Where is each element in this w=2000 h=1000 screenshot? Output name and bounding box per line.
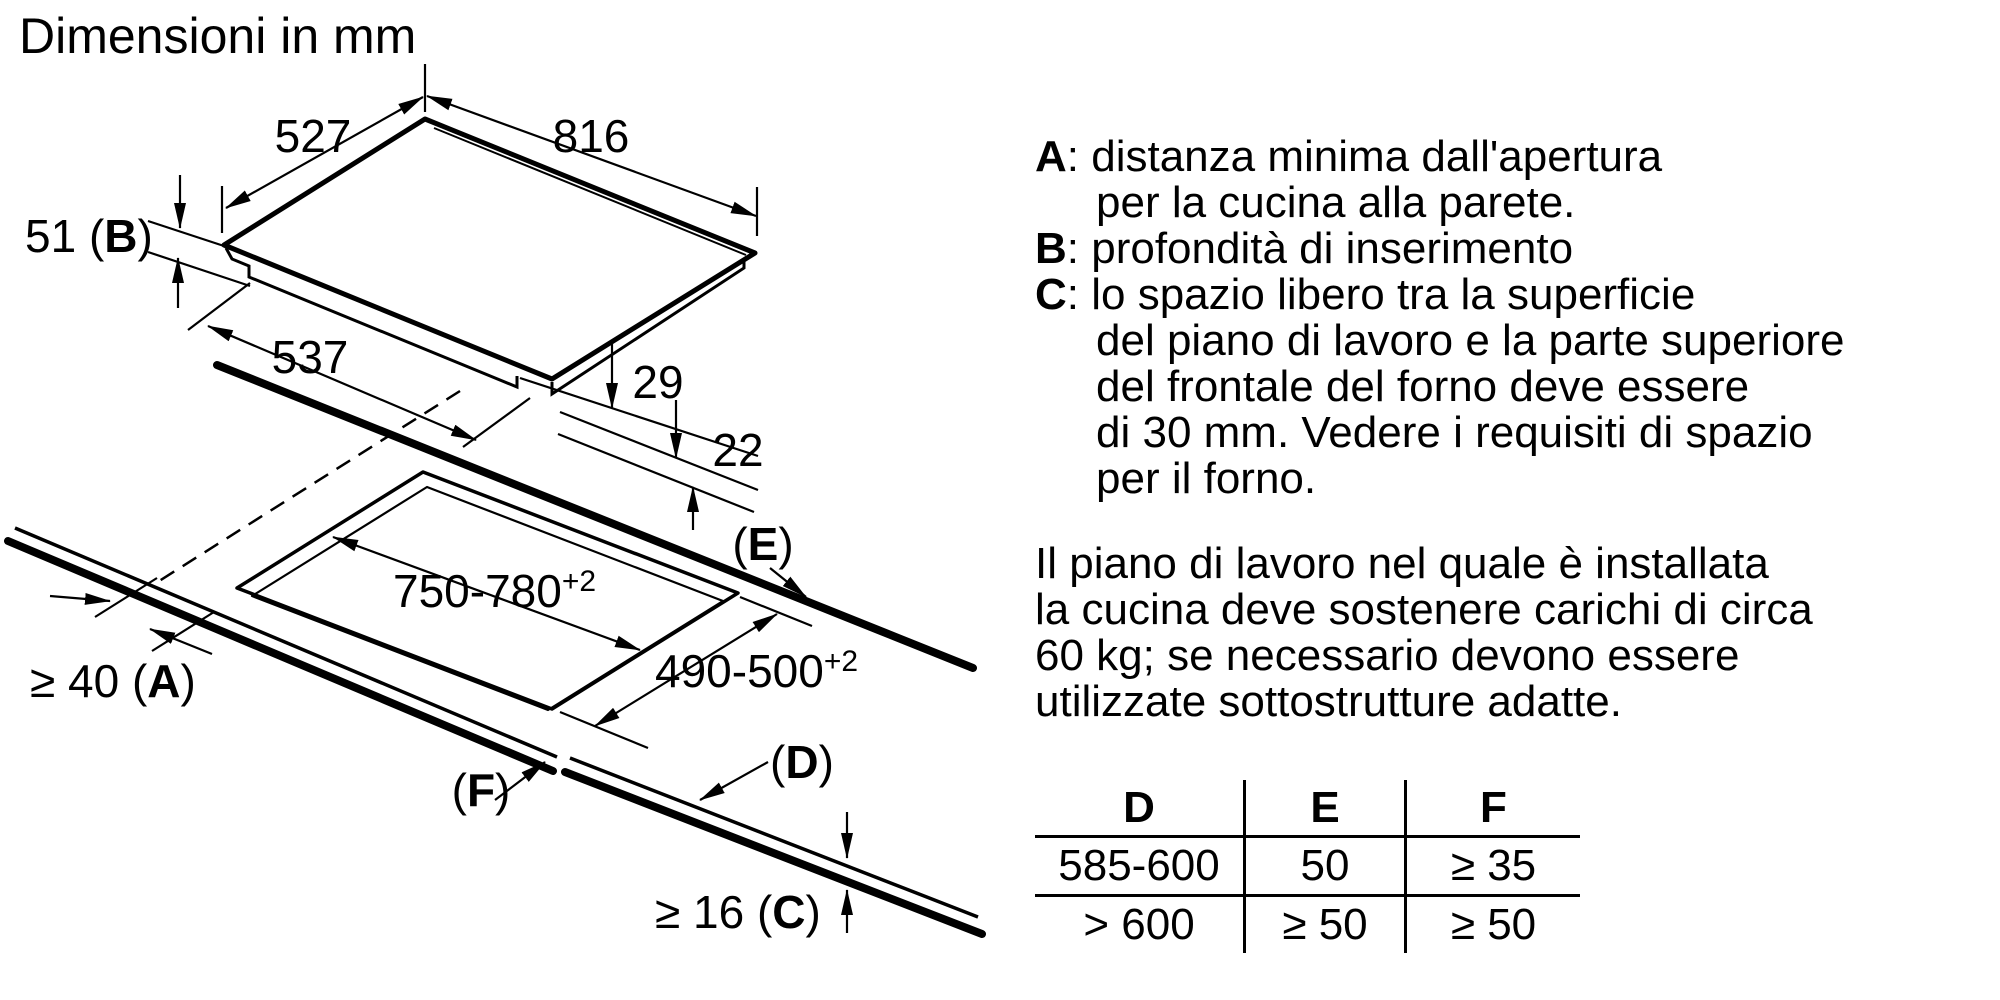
definition-c-line-3: del frontale del forno deve essere (1096, 362, 1750, 411)
dim-40a-group (30, 578, 214, 707)
paragraph-line-2: la cucina deve sostenere carichi di circa (1035, 585, 1813, 634)
label-d: (D) (770, 736, 834, 788)
table-row2-f: ≥ 50 (1450, 900, 1537, 949)
dim-816-label: 816 (552, 110, 630, 162)
definition-c-line-4: di 30 mm. Vedere i requisiti di spazio (1096, 408, 1813, 457)
worktop-front-left-top-line (15, 528, 557, 757)
definition-a-text: : distanza minima dall'apertura (1066, 132, 1663, 181)
dim-490-label: $490-500^{+2}$ (655, 645, 859, 697)
definition-c-text: : lo spazio libero tra la superficie (1066, 270, 1696, 319)
definition-c-line-2: del piano di lavoro e la parte superiore (1096, 316, 1845, 365)
label-d-group (700, 736, 834, 800)
def-table (1035, 780, 1580, 953)
dim-51b-label: 51 (B) (25, 210, 153, 262)
table-row2-d: > 600 (1083, 900, 1195, 949)
dim-29-label: 29 (632, 356, 684, 408)
dim-527-label: 527 (274, 110, 352, 162)
definition-a-letter: A (1035, 132, 1067, 181)
dim-490-ext-lower (560, 712, 648, 748)
load-note-paragraph (1035, 541, 1813, 725)
paragraph-line-3: 60 kg; se necessario devono essere (1035, 631, 1740, 680)
definition-c-line-5: per il forno. (1096, 454, 1317, 503)
dim-490-group (560, 597, 858, 748)
dim-40a-label: ≥ 40 (A) (30, 655, 196, 707)
dim-16c-label: ≥ 16 (C) (655, 886, 821, 938)
dim-537-ext-left (188, 283, 250, 330)
label-f-group (452, 762, 545, 816)
paragraph-line-1: Il piano di lavoro nel quale è installata (1035, 539, 1769, 588)
dim-22-label: 22 (712, 424, 764, 476)
projection-dashed-line (156, 391, 460, 583)
definition-c-line-1 (1035, 272, 1844, 318)
legend-definitions (1035, 134, 1844, 502)
label-f: (F) (451, 764, 511, 816)
dim-51b-ext-lower (148, 252, 250, 286)
label-d-arrow (700, 762, 768, 800)
definition-a-line-2: per la cucina alla parete. (1096, 178, 1576, 227)
definition-a-line-1 (1035, 134, 1844, 180)
table-header-f: F (1407, 780, 1580, 838)
table-row1-f: ≥ 35 (1407, 838, 1580, 897)
definition-b-text: : profondità di inserimento (1066, 224, 1574, 273)
dim-750-group (333, 537, 640, 650)
table-header-d: D (1035, 780, 1243, 838)
dim-51b-group (25, 175, 250, 308)
dim-750-label: $750-780^{+2}$ (393, 565, 597, 617)
dim-16c-group (655, 812, 847, 938)
table-row1-e: 50 (1243, 838, 1407, 897)
table-row2-e: ≥ 50 (1243, 897, 1407, 953)
dim-537-label: 537 (271, 331, 349, 383)
definition-b-letter: B (1035, 224, 1067, 273)
definition-c-letter: C (1035, 270, 1067, 319)
label-e: (E) (732, 518, 794, 570)
page-title: Dimensioni in mm (19, 8, 417, 64)
table-header-e: E (1243, 780, 1407, 838)
table-row1-d: 585-600 (1035, 838, 1243, 897)
dim-51b-ext-upper (148, 221, 224, 246)
dim-40a-arrow-right (50, 596, 110, 601)
paragraph-line-4: utilizzate sottostrutture adatte. (1035, 677, 1622, 726)
definition-b-line-1 (1035, 226, 1844, 272)
